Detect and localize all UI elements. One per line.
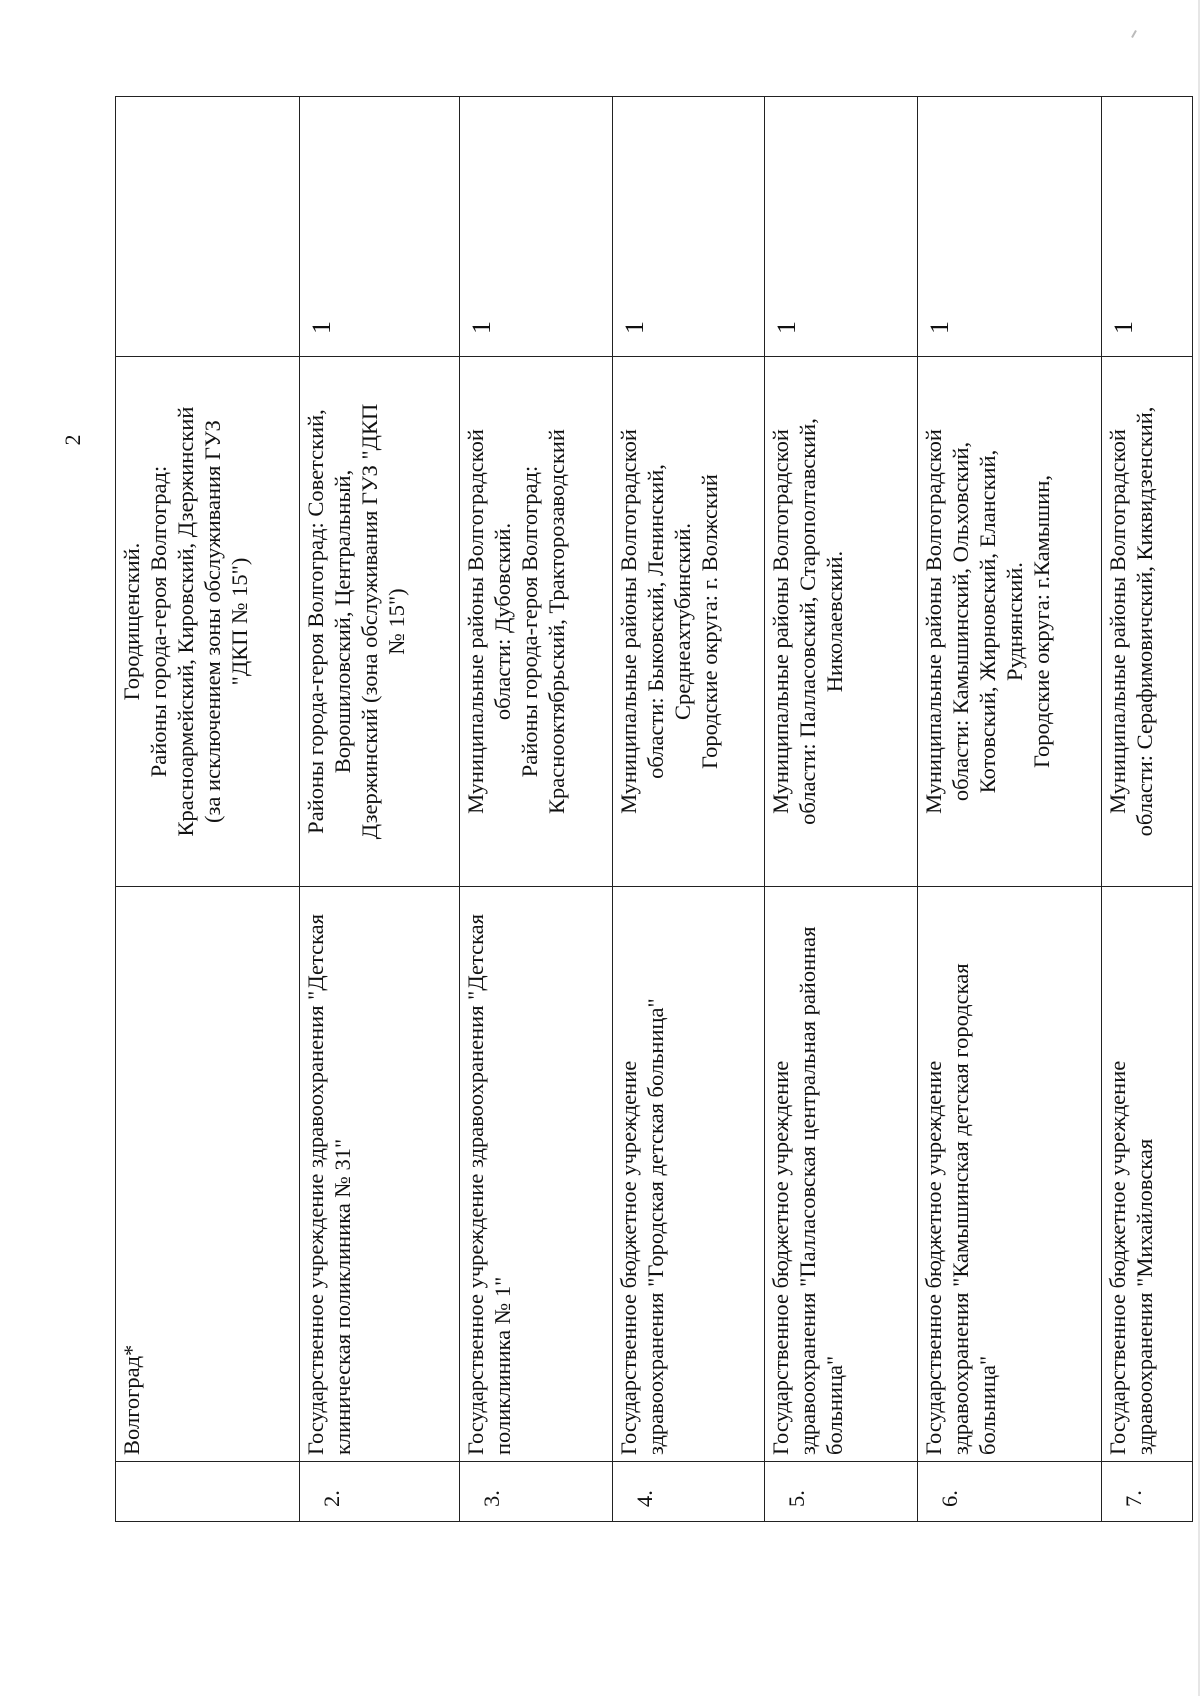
service-area-line: Муниципальные районы Волгоградской	[768, 429, 794, 814]
service-area-line: Районы города-героя Волгоград: Советский,	[303, 409, 329, 834]
service-area-line: Дзержинский (зона обслуживания ГУЗ "ДКП	[357, 403, 383, 840]
service-area-line: Муниципальные районы Волгоградской	[920, 429, 946, 814]
count-cell	[460, 97, 612, 357]
service-area-line: Муниципальные районы Волгоградской	[615, 429, 641, 814]
table-row	[116, 97, 300, 1522]
service-area-line: Котовский, Жирновский, Еланский,	[974, 449, 1000, 794]
organization-name: Государственное бюджетное учреждение здравоохранения "Михайловская	[1101, 887, 1192, 1462]
service-area	[116, 357, 300, 887]
service-area-line: Районы города-героя Волгоград:	[146, 465, 171, 778]
service-area-line: Муниципальные районы Волгоградской	[463, 429, 489, 814]
table-row	[917, 97, 1101, 1522]
organization-name: Волгоград*	[116, 887, 300, 1462]
service-area-line: области: Палласовский, Старополтавский,	[795, 418, 821, 825]
service-area-line: Городские округа: г.Камышин,	[1028, 474, 1054, 769]
table-row	[765, 97, 917, 1522]
count-cell	[300, 97, 460, 357]
organization-name: Государственное учреждение здравоохранения "Детская поликлиника № 1"	[460, 887, 612, 1462]
service-area	[460, 357, 612, 887]
page-number: 2	[60, 434, 85, 446]
row-number: 2.	[300, 1462, 460, 1522]
count-value: 1	[307, 321, 337, 334]
count-cell	[917, 97, 1101, 357]
service-area-line: области: Серафимовичский, Киквидзенский,	[1131, 406, 1157, 837]
count-value: 1	[1108, 321, 1138, 334]
organization-name: Государственное учреждение здравоохранения "Детская клиническая поликлиника № 31"	[300, 887, 460, 1462]
service-area-line: Городищенский.	[119, 542, 144, 701]
count-cell	[765, 97, 917, 357]
service-area	[612, 357, 764, 887]
row-number: 4.	[612, 1462, 764, 1522]
table-row	[300, 97, 460, 1522]
count-value: 1	[772, 321, 802, 334]
service-area-line: области: Камышинский, Ольховский,	[947, 441, 973, 802]
row-number: 5.	[765, 1462, 917, 1522]
service-area-line: "ДКП № 15")	[227, 557, 252, 686]
count-value: 1	[924, 321, 954, 334]
service-area-line: Ворошиловский, Центральный,	[330, 469, 356, 774]
table-row	[460, 97, 612, 1522]
service-area-line: Городские округа: г. Волжский	[696, 474, 722, 769]
row-number: 7.	[1101, 1462, 1192, 1522]
organization-name: Государственное бюджетное учреждение здравоохранения "Городская детская больница"	[612, 887, 764, 1462]
service-area-line: (за исключением зоны обслуживания ГУЗ	[200, 420, 225, 823]
service-area	[765, 357, 917, 887]
service-area	[1101, 357, 1192, 887]
service-area-line: Краснооктябрьский, Тракторозаводский	[544, 429, 570, 814]
count-value	[133, 334, 139, 344]
count-cell	[1101, 97, 1192, 357]
scan-mark	[1131, 30, 1137, 38]
service-area-line: Районы города-героя Волгоград:	[517, 465, 543, 778]
service-area	[917, 357, 1101, 887]
count-value: 1	[619, 321, 649, 334]
organization-name: Государственное бюджетное учреждение здравоохранения "Камышинская детская городская больница"	[917, 887, 1101, 1462]
count-cell	[116, 97, 300, 357]
service-area-line: Николаевский.	[822, 550, 848, 693]
table-row	[1101, 97, 1192, 1522]
row-number	[116, 1462, 300, 1522]
service-area-line: № 15")	[384, 588, 410, 655]
row-number: 3.	[460, 1462, 612, 1522]
service-area-line: области: Быковский, Ленинский,	[642, 464, 668, 779]
document-table-frame	[115, 97, 1193, 1522]
service-area	[300, 357, 460, 887]
row-number: 6.	[917, 1462, 1101, 1522]
table-row	[612, 97, 764, 1522]
count-value: 1	[467, 321, 497, 334]
service-area-line: Красноармейский, Кировский, Дзержинский	[173, 406, 198, 837]
count-cell	[612, 97, 764, 357]
service-area-line: Руднянский.	[1001, 562, 1027, 681]
organization-name: Государственное бюджетное учреждение здравоохранения "Палласовская центральная районная больница"	[765, 887, 917, 1462]
children-clinic-table	[115, 96, 1193, 1522]
service-area-line: Муниципальные районы Волгоградской	[1104, 429, 1130, 814]
service-area-line: Среднеахтубинский.	[669, 522, 695, 721]
service-area-line: области: Дубовский.	[490, 522, 516, 721]
